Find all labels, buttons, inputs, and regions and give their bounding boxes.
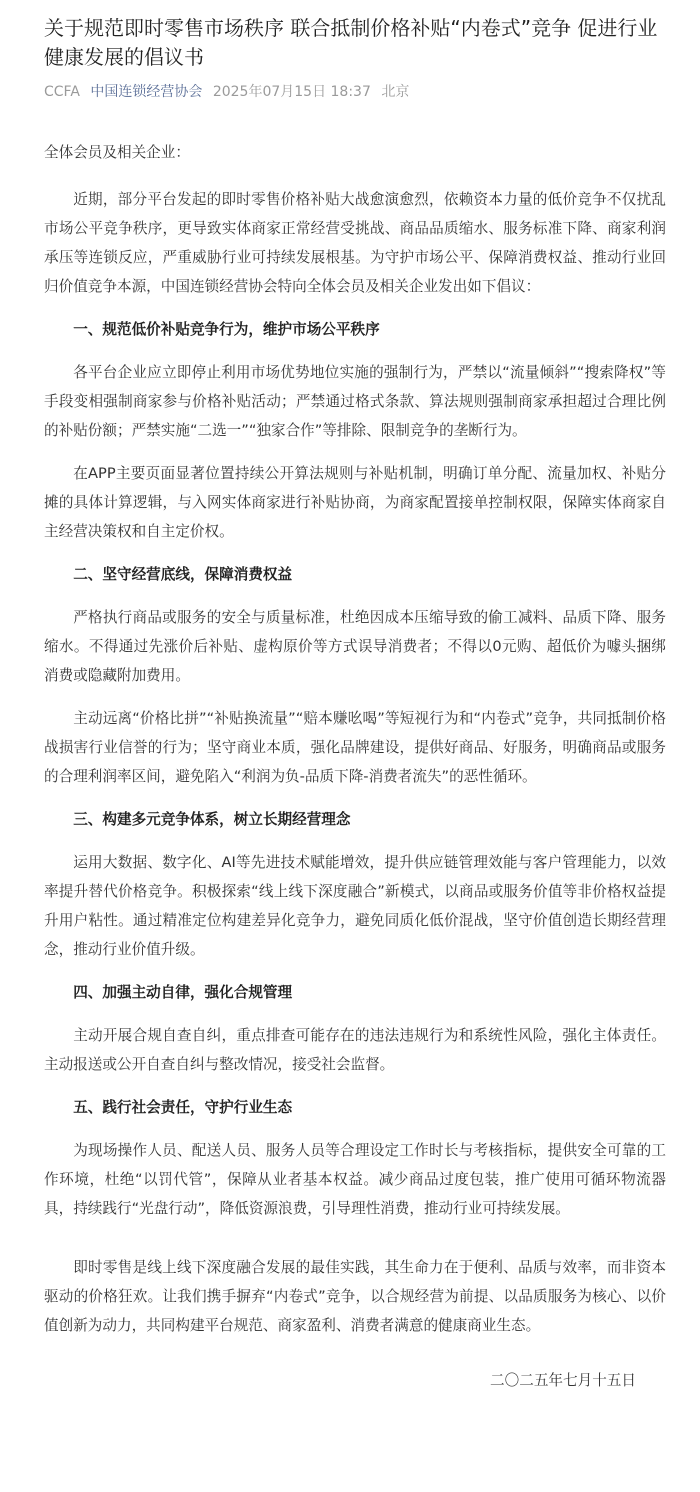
paragraph: 严格执行商品或服务的安全与质量标准，杜绝因成本压缩导致的偷工减料、品质下降、服务缩水。不得通过先涨价后补贴、虚构原价等方式误导消费者；不得以0元购、超低价为噱头捆绑消费或隐藏附加费用。: [44, 609, 666, 684]
article-title: 关于规范即时零售市场秩序 联合抵制价格补贴“内卷式”竞争 促进行业健康发展的倡议书: [44, 16, 658, 69]
paragraph: 运用大数据、数字化、AI等先进技术赋能增效，提升供应链管理效能与客户管理能力，以效率提升替代价格竞争。积极探索“线上线下深度融合”新模式，以商品或服务价值等非价格权益提升用户粘性。通过精准定位构建差异化竞争力，避免同质化低价混战，坚守价值创造长期经营理念，推动行业价值升级。: [44, 854, 666, 958]
section-heading-4: 四、加强主动自律，强化合规管理: [73, 984, 293, 1001]
publish-datetime: 2025年07月15日 18:37: [212, 84, 371, 100]
closing-paragraph: 即时零售是线上线下深度融合发展的最佳实践，其生命力在于便利、品质与效率，而非资本驱动的价格狂欢。让我们携手摒弃“内卷式”竞争，以合规经营为前提、以品质服务为核心、以价值创新为动力，共同构建平台规范、商家盈利、消费者满意的健康商业生态。: [44, 1259, 666, 1334]
source-tag: CCFA: [44, 84, 80, 100]
section-heading-5: 五、践行社会责任，守护行业生态: [73, 1099, 293, 1116]
section-heading-3: 三、构建多元竞争体系，树立长期经营理念: [73, 811, 351, 828]
signature-date: 二〇二五年七月十五日: [490, 1372, 636, 1389]
section-heading-2: 二、坚守经营底线，保障消费权益: [73, 566, 293, 583]
paragraph: 主动远离“价格比拼”“补贴换流量”“赔本赚吆喝”等短视行为和“内卷式”竞争，共同抵制价格战损害行业信誉的行为；坚守商业本质，强化品牌建设，提供好商品、好服务，明确商品或服务的合理利润率区间，避免陷入“利润为负-品质下降-消费者流失”的恶性循环。: [44, 710, 666, 785]
publisher-link[interactable]: 中国连锁经营协会: [90, 84, 203, 100]
paragraph: 主动开展合规自查自纠，重点排查可能存在的违法违规行为和系统性风险，强化主体责任。主动报送或公开自查自纠与整改情况，接受社会监督。: [44, 1027, 666, 1073]
paragraph: 为现场操作人员、配送人员、服务人员等合理设定工作时长与考核指标，提供安全可靠的工作环境，杜绝“以罚代管”，保障从业者基本权益。减少商品过度包装，推广使用可循环物流器具，持续践行“光盘行动”，降低资源浪费，引导理性消费，推动行业可持续发展。: [44, 1142, 666, 1217]
paragraph: 在APP主要页面显著位置持续公开算法规则与补贴机制，明确订单分配、流量加权、补贴分摊的具体计算逻辑，与入网实体商家进行补贴协商，为商家配置接单控制权限，保障实体商家自主经营决策权和自主定价权。: [44, 465, 666, 540]
intro-paragraph: 近期，部分平台发起的即时零售价格补贴大战愈演愈烈，依赖资本力量的低价竞争不仅扰乱市场公平竞争秩序，更导致实体商家正常经营受挑战、商品品质缩水、服务标准下降、商家利润承压等连锁反应，严重威胁行业可持续发展根基。为守护市场公平、保障消费权益、推动行业回归价值竞争本源，中国连锁经营协会特向全体会员及相关企业发出如下倡议：: [44, 191, 666, 295]
article-meta: [44, 82, 415, 102]
article-body: [44, 138, 666, 1395]
salutation: 全体会员及相关企业：: [44, 144, 190, 161]
section-heading-1: 一、规范低价补贴竞争行为，维护市场公平秩序: [73, 321, 380, 338]
paragraph: 各平台企业应立即停止利用市场优势地位实施的强制行为，严禁以“流量倾斜”“搜索降权”等手段变相强制商家参与价格补贴活动；严禁通过格式条款、算法规则强制商家承担超过合理比例的补贴份额；严禁实施“二选一”“独家合作”等排除、限制竞争的垄断行为。: [44, 364, 666, 439]
publish-location: 北京: [381, 84, 410, 100]
